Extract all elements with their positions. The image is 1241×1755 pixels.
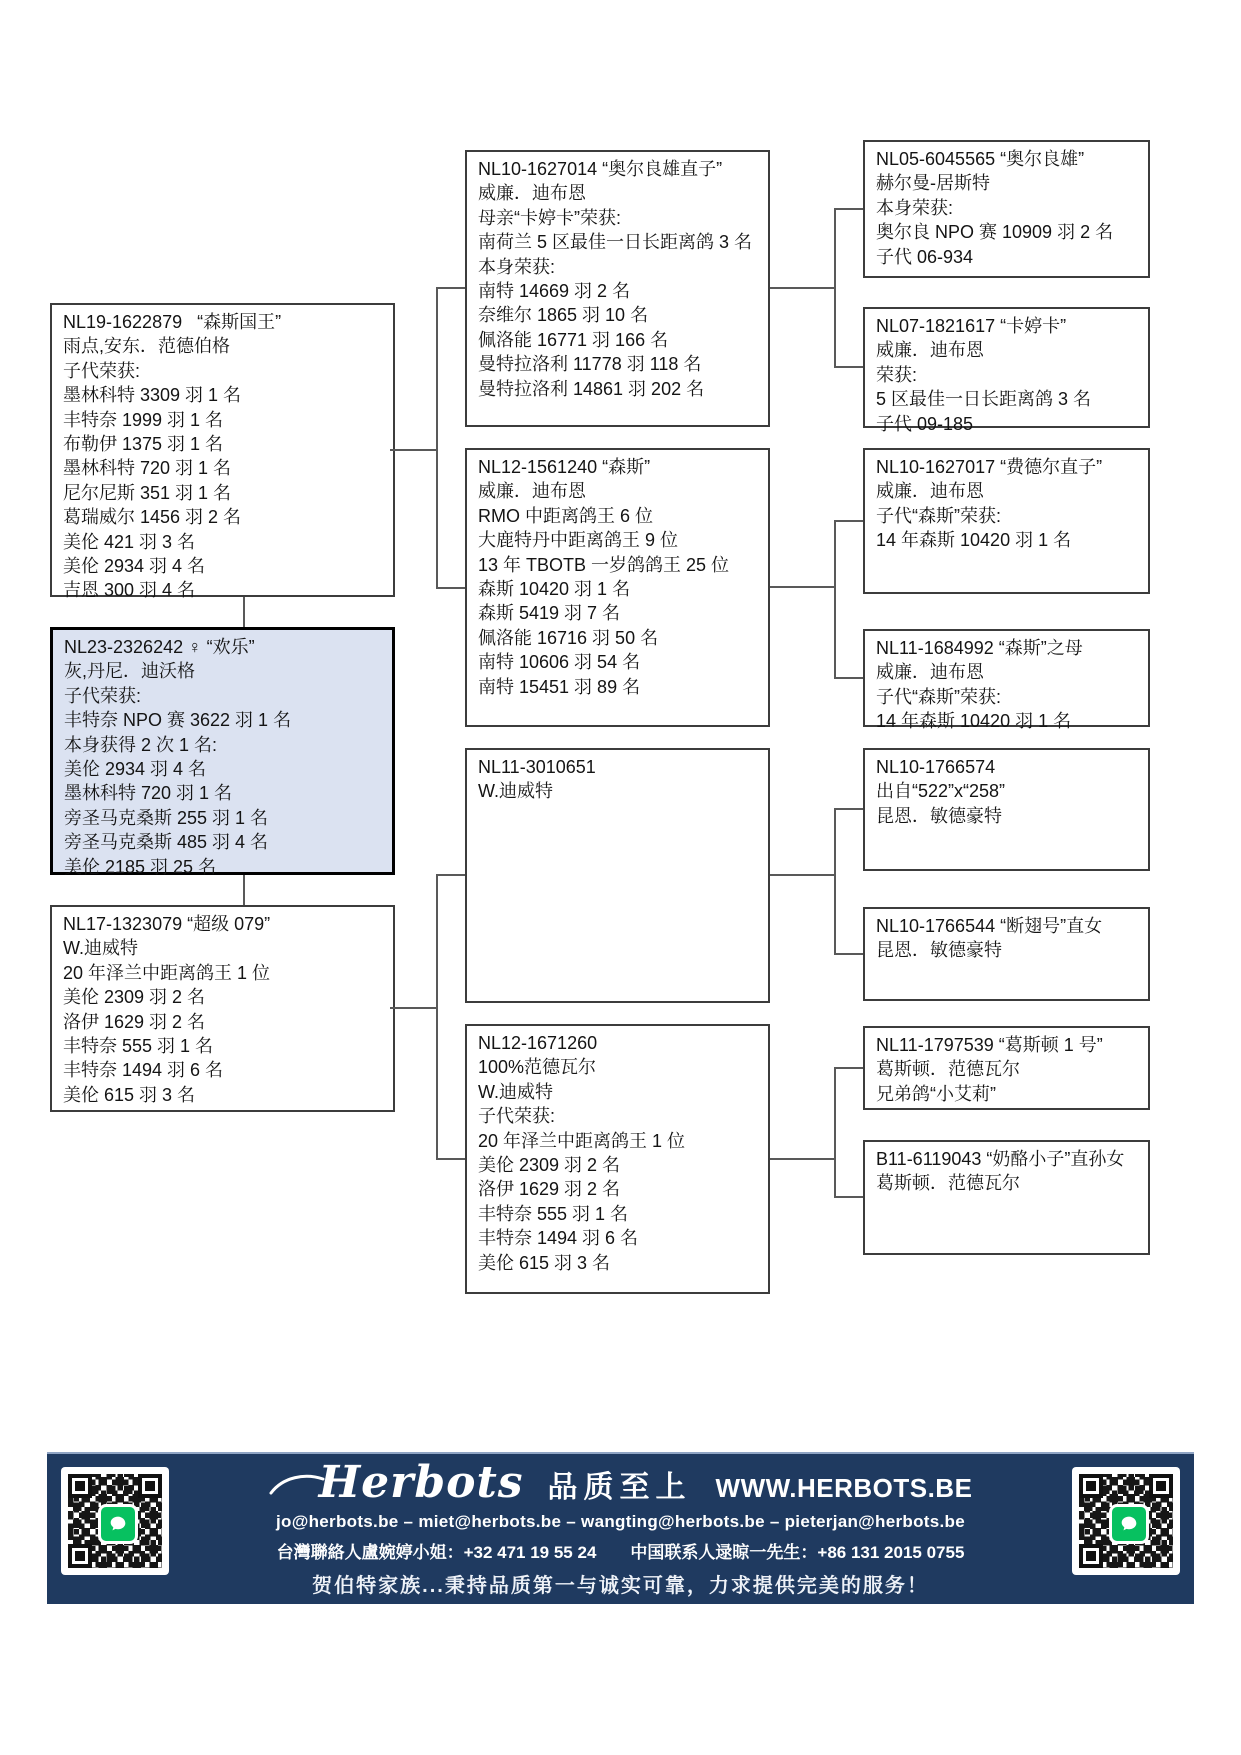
contact-phones: 台灣聯絡人盧婉婷小姐：+32 471 19 55 24 中国联系人逯晾一先生：+86 131 2015 0755 bbox=[276, 1543, 965, 1562]
pedigree-line: 威廉．迪布恩 bbox=[478, 183, 586, 204]
pedigree-line: W.迪威特 bbox=[478, 1081, 553, 1102]
pedigree-line: 墨林科特 720 羽 1 名 bbox=[63, 458, 232, 479]
pedigree-box-greatgrandparent-7 bbox=[863, 1026, 1150, 1110]
pedigree-line: NL12-1671260 bbox=[478, 1033, 598, 1053]
pedigree-box-greatgrandparent-5 bbox=[863, 748, 1150, 871]
pedigree-line: 美伦 2934 羽 4 名 bbox=[63, 556, 206, 577]
pedigree-line: 5 区最佳一日长距离鸽 3 名 bbox=[876, 389, 1092, 410]
pedigree-line: 墨林科特 720 羽 1 名 bbox=[64, 783, 233, 804]
footer-banner bbox=[47, 1452, 1194, 1604]
pedigree-line: 子代荣获: bbox=[64, 685, 142, 706]
quality-motto: 品质至上 bbox=[547, 1471, 692, 1504]
qr-finder-square bbox=[68, 1544, 92, 1568]
pedigree-line: NL10-1766544 “断翅号”直女 bbox=[876, 916, 1103, 936]
pedigree-line: 南特 10606 羽 54 名 bbox=[478, 652, 641, 673]
pedigree-line: 奥尔良 NPO 赛 10909 羽 2 名 bbox=[876, 222, 1114, 243]
pedigree-line: 灰,丹尼．迪沃格 bbox=[64, 661, 196, 682]
pedigree-line: NL11-3010651 bbox=[478, 757, 596, 777]
connector-line bbox=[390, 1007, 437, 1009]
footer-text-block bbox=[179, 1457, 1062, 1598]
connector-line bbox=[834, 208, 836, 368]
connector-line bbox=[436, 287, 438, 589]
pedigree-line: 丰特奈 555 羽 1 名 bbox=[478, 1203, 629, 1224]
feather-flourish-icon bbox=[269, 1471, 325, 1497]
pedigree-line: 20 年泽兰中距离鸽王 1 位 bbox=[478, 1130, 686, 1151]
pedigree-line: 14 年森斯 10420 羽 1 名 bbox=[876, 711, 1072, 732]
pedigree-line: 雨点,安东．范德伯格 bbox=[63, 336, 231, 357]
pedigree-line: W.迪威特 bbox=[478, 781, 553, 802]
pedigree-line: 丰特奈 NPO 赛 3622 羽 1 名 bbox=[64, 710, 292, 731]
connector-line bbox=[770, 586, 836, 588]
connector-line bbox=[834, 953, 863, 955]
connector-line bbox=[770, 1158, 836, 1160]
pedigree-box-granddam-maternal bbox=[465, 1024, 770, 1294]
line-icon bbox=[98, 1504, 138, 1544]
pedigree-line: 奈维尔 1865 羽 10 名 bbox=[478, 305, 649, 326]
pedigree-line: 13 年 TBOTB 一岁鸽鸽王 25 位 bbox=[478, 554, 730, 575]
connector-line bbox=[834, 366, 863, 368]
pedigree-line: 昆恩．敏德豪特 bbox=[876, 940, 1002, 961]
pedigree-line: 美伦 2309 羽 2 名 bbox=[478, 1155, 621, 1176]
pedigree-line: 子代 09-185 bbox=[876, 413, 974, 434]
herbots-logo: Herbots bbox=[269, 1460, 524, 1506]
pedigree-line: 赫尔曼-居斯特 bbox=[876, 173, 990, 194]
pedigree-line: 子代“森斯”荣获: bbox=[876, 686, 1001, 707]
connector-line bbox=[834, 208, 863, 210]
connector-line bbox=[834, 520, 836, 679]
connector-line bbox=[436, 874, 438, 1160]
pedigree-box-mother bbox=[50, 905, 395, 1112]
pedigree-line: 美伦 421 羽 3 名 bbox=[63, 531, 196, 552]
pedigree-box-greatgrandparent-2 bbox=[863, 307, 1150, 434]
pedigree-box-grandsire-maternal bbox=[465, 748, 770, 1003]
pedigree-line: RMO 中距离鸽王 6 位 bbox=[478, 505, 654, 526]
pedigree-line: 美伦 615 羽 3 名 bbox=[478, 1252, 611, 1273]
pedigree-line: W.迪威特 bbox=[63, 938, 138, 959]
qr-finder-square bbox=[1079, 1544, 1103, 1568]
pedigree-box-father bbox=[50, 303, 395, 601]
qr-finder-square bbox=[1149, 1474, 1173, 1498]
qr-finder-square bbox=[138, 1474, 162, 1498]
connector-line bbox=[436, 874, 465, 876]
connector-line bbox=[834, 1067, 836, 1198]
connector-line bbox=[834, 677, 863, 679]
pedigree-line: 本身荣获: bbox=[876, 197, 954, 218]
pedigree-line: NL07-1821617 “卡婷卡” bbox=[876, 316, 1067, 336]
website-url: WWW.HERBOTS.BE bbox=[715, 1473, 973, 1503]
pedigree-line: 威廉．迪布恩 bbox=[478, 481, 586, 502]
connector-line bbox=[834, 808, 863, 810]
connector-line bbox=[834, 1067, 863, 1069]
pedigree-line: NL10-1627014 “奥尔良雄直子” bbox=[478, 159, 723, 179]
connector-line bbox=[834, 808, 836, 955]
pedigree-box-greatgrandparent-1 bbox=[863, 140, 1150, 278]
pedigree-line: 森斯 5419 羽 7 名 bbox=[478, 603, 621, 624]
qr-finder-square bbox=[1079, 1474, 1103, 1498]
wechat-icon bbox=[1109, 1504, 1149, 1544]
connector-line bbox=[436, 587, 465, 589]
connector-line bbox=[834, 1196, 863, 1198]
pedigree-line: 曼特拉洛利 14861 羽 202 名 bbox=[478, 378, 705, 399]
pedigree-box-granddam-paternal bbox=[465, 448, 770, 727]
brand-row bbox=[269, 1457, 973, 1508]
pedigree-box-greatgrandparent-8 bbox=[863, 1140, 1150, 1255]
pedigree-line: 子代 06-934 bbox=[876, 246, 974, 267]
pedigree-line: NL05-6045565 “奥尔良雄” bbox=[876, 149, 1085, 169]
pedigree-line: NL11-1797539 “葛斯顿 1 号” bbox=[876, 1035, 1103, 1055]
pedigree-line: B11-6119043 “奶酪小子”直孙女 bbox=[876, 1149, 1125, 1169]
pedigree-line: NL12-1561240 “森斯” bbox=[478, 457, 651, 477]
pedigree-line: 葛斯顿．范德瓦尔 bbox=[876, 1173, 1020, 1194]
connector-line bbox=[436, 1158, 465, 1160]
pedigree-line: 葛斯顿．范德瓦尔 bbox=[876, 1059, 1020, 1080]
pedigree-line: 威廉．迪布恩 bbox=[876, 662, 984, 683]
connector-line bbox=[436, 287, 465, 289]
pedigree-box-greatgrandparent-6 bbox=[863, 907, 1150, 1001]
pedigree-box-greatgrandparent-4 bbox=[863, 629, 1150, 732]
pedigree-line: 兄弟鸽“小艾莉” bbox=[876, 1083, 996, 1104]
pedigree-line: 佩洛能 16771 羽 166 名 bbox=[478, 329, 669, 350]
pedigree-line: 旁圣马克桑斯 485 羽 4 名 bbox=[64, 832, 269, 853]
pedigree-line: 美伦 2185 羽 25 名 bbox=[64, 856, 217, 877]
pedigree-line: NL17-1323079 “超级 079” bbox=[63, 914, 271, 934]
pedigree-line: 丰特奈 555 羽 1 名 bbox=[63, 1036, 214, 1057]
family-slogan: 贺伯特家族...秉持品质第一与诚实可靠，力求提供完美的服务！ bbox=[312, 1575, 929, 1597]
pedigree-line: 昆恩．敏德豪特 bbox=[876, 805, 1002, 826]
pedigree-line: NL23-2326242 ♀ “欢乐” bbox=[64, 637, 255, 657]
connector-line bbox=[834, 520, 863, 522]
pedigree-line: 吉恩 300 羽 4 名 bbox=[63, 580, 196, 601]
pedigree-line: 旁圣马克桑斯 255 羽 1 名 bbox=[64, 807, 269, 828]
pedigree-line: NL10-1627017 “费德尔直子” bbox=[876, 457, 1103, 477]
pedigree-line: 威廉．迪布恩 bbox=[876, 340, 984, 361]
qr-finder-square bbox=[68, 1474, 92, 1498]
pedigree-line: 出自“522”x“258” bbox=[876, 781, 1006, 802]
connector-line bbox=[770, 287, 836, 289]
pedigree-line: 美伦 615 羽 3 名 bbox=[63, 1084, 196, 1105]
pedigree-box-greatgrandparent-3 bbox=[863, 448, 1150, 594]
pedigree-line: 南特 14669 羽 2 名 bbox=[478, 281, 631, 302]
pedigree-line: 子代荣获: bbox=[478, 1106, 556, 1127]
connector-line bbox=[243, 875, 245, 905]
pedigree-line: 子代“森斯”荣获: bbox=[876, 505, 1001, 526]
pedigree-line: NL10-1766574 bbox=[876, 757, 996, 777]
pedigree-line: 葛瑞威尔 1456 羽 2 名 bbox=[63, 507, 242, 528]
pedigree-line: 荣获: bbox=[876, 364, 918, 385]
pedigree-line: 南特 15451 羽 89 名 bbox=[478, 676, 641, 697]
pedigree-line: 洛伊 1629 羽 2 名 bbox=[478, 1179, 621, 1200]
pedigree-line: 丰特奈 1999 羽 1 名 bbox=[63, 409, 224, 430]
pedigree-line: 丰特奈 1494 羽 6 名 bbox=[63, 1060, 224, 1081]
pedigree-line: NL11-1684992 “森斯”之母 bbox=[876, 638, 1083, 658]
pedigree-line: 本身获得 2 次 1 名: bbox=[64, 734, 218, 755]
pedigree-line: NL19-1622879 “森斯国王” bbox=[63, 312, 282, 332]
pedigree-line: 子代荣获: bbox=[63, 360, 141, 381]
pedigree-line: 布勒伊 1375 羽 1 名 bbox=[63, 434, 224, 455]
pedigree-line: 丰特奈 1494 羽 6 名 bbox=[478, 1228, 639, 1249]
pedigree-line: 曼特拉洛利 11778 羽 118 名 bbox=[478, 354, 702, 375]
pedigree-line: 14 年森斯 10420 羽 1 名 bbox=[876, 530, 1072, 551]
pedigree-box-grandsire-paternal bbox=[465, 150, 770, 427]
pedigree-line: 大鹿特丹中距离鸽王 9 位 bbox=[478, 530, 679, 551]
pedigree-line: 墨林科特 3309 羽 1 名 bbox=[63, 385, 242, 406]
pedigree-line: 美伦 2309 羽 2 名 bbox=[63, 987, 206, 1008]
pedigree-line: 20 年泽兰中距离鸽王 1 位 bbox=[63, 962, 271, 983]
pedigree-line: 佩洛能 16716 羽 50 名 bbox=[478, 627, 659, 648]
pedigree-line: 森斯 10420 羽 1 名 bbox=[478, 579, 631, 600]
pedigree-box-subject bbox=[50, 627, 395, 875]
pedigree-line: 南荷兰 5 区最佳一日长距离鸽 3 名 bbox=[478, 232, 753, 253]
pedigree-line: 本身荣获: bbox=[478, 256, 556, 277]
qr-code-line bbox=[61, 1467, 169, 1575]
connector-line bbox=[770, 874, 836, 876]
pedigree-line: 母亲“卡婷卡”荣获: bbox=[478, 207, 621, 228]
connector-line bbox=[390, 449, 437, 451]
pedigree-line: 100%范德瓦尔 bbox=[478, 1057, 597, 1078]
contact-emails: jo@herbots.be – miet@herbots.be – wangting@herbots.be – pieterjan@herbots.be bbox=[276, 1512, 965, 1531]
pedigree-line: 洛伊 1629 羽 2 名 bbox=[63, 1011, 206, 1032]
connector-line bbox=[243, 597, 245, 627]
pedigree-line: 尼尔尼斯 351 羽 1 名 bbox=[63, 482, 232, 503]
pedigree-line: 威廉．迪布恩 bbox=[876, 481, 984, 502]
qr-code-wechat bbox=[1072, 1467, 1180, 1575]
pedigree-line: 美伦 2934 羽 4 名 bbox=[64, 759, 207, 780]
